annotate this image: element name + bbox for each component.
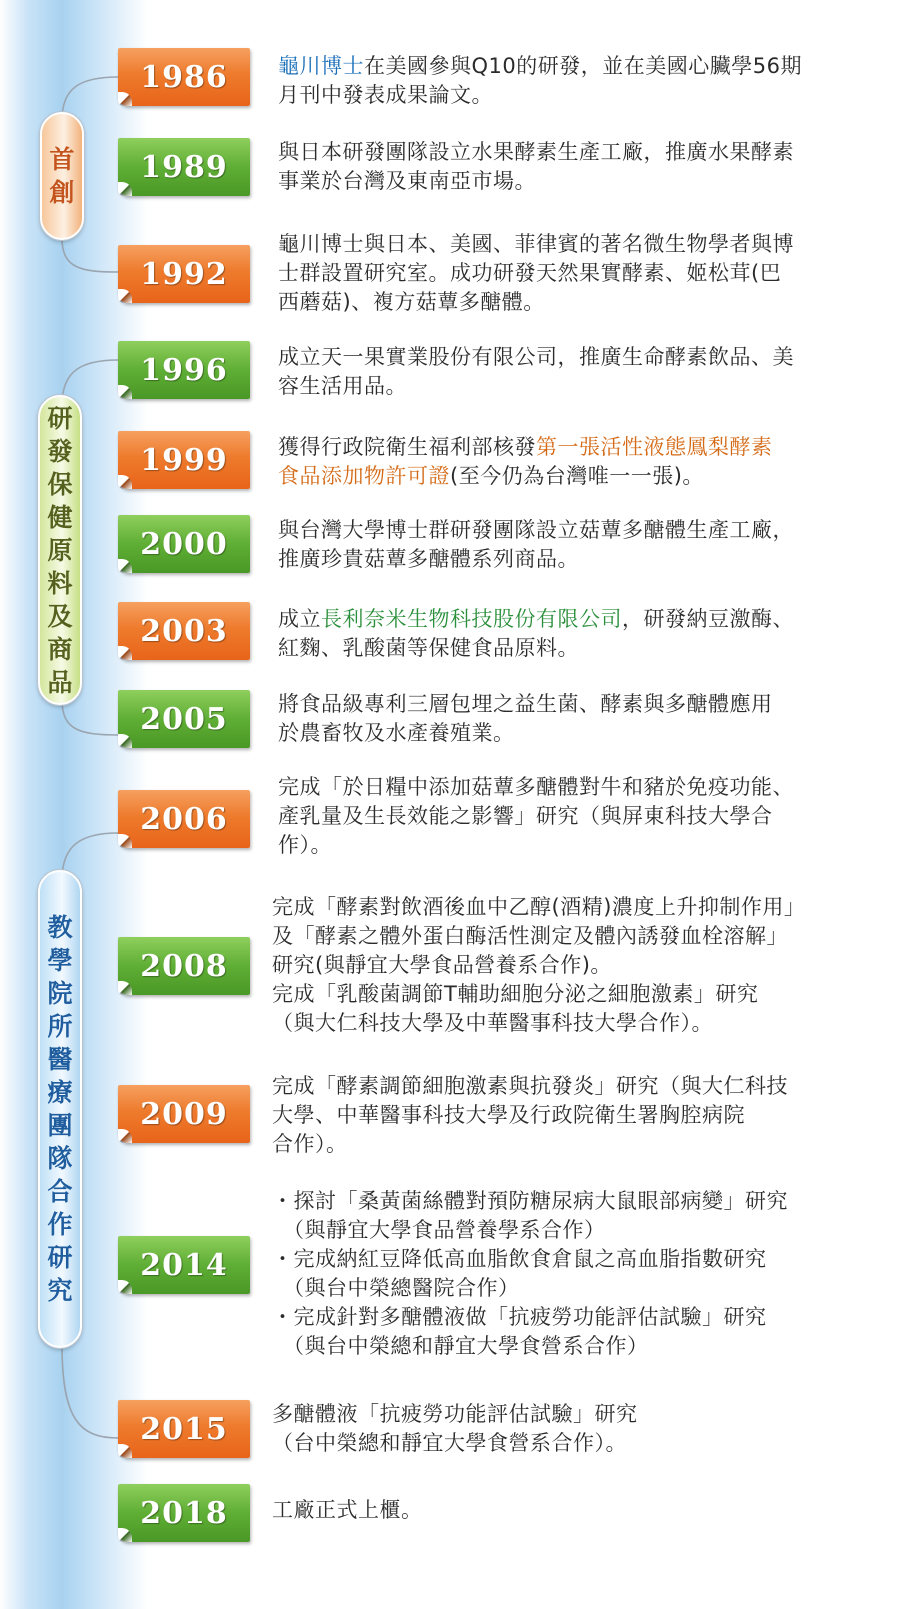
category-char: 發 [47, 436, 73, 466]
event-text: （與靜宜大學食品營養學系合作） [272, 1218, 606, 1242]
event-line [278, 831, 794, 860]
event-text: （台中榮總和靜宜大學食營系合作）。 [272, 1431, 627, 1455]
event-line [278, 372, 794, 401]
event-text: 工廠正式上櫃。 [272, 1498, 423, 1522]
year-label: 2000 [140, 526, 228, 562]
event-line [272, 1101, 788, 1130]
category-char: 教 [47, 913, 73, 942]
year-badge-2003 [118, 602, 250, 660]
event-description-1999 [278, 433, 773, 491]
event-text: 合作）。 [272, 1132, 348, 1156]
event-description-2008 [272, 893, 805, 1038]
year-label: 1992 [140, 256, 228, 292]
event-line [278, 605, 794, 634]
event-line [278, 634, 794, 663]
year-badge-1999 [118, 431, 250, 489]
event-description-2018 [272, 1496, 423, 1525]
event-line [278, 288, 794, 317]
event-line [278, 138, 794, 167]
year-label: 2014 [140, 1247, 228, 1283]
event-description-1986 [278, 52, 802, 110]
category-char: 合 [47, 1177, 73, 1206]
event-text: ・完成納紅豆降低高血脂飲食倉鼠之高血脂指數研究 [272, 1247, 767, 1271]
event-text: 完成「酵素調節細胞激素與抗發炎」研究（與大仁科技 [272, 1074, 788, 1098]
event-line [278, 773, 794, 802]
year-label: 2006 [140, 801, 228, 837]
category-char: 作 [47, 1210, 73, 1239]
event-line [272, 1216, 788, 1245]
event-text: 與台灣大學博士群研發團隊設立菇蕈多醣體生產工廠， [278, 518, 794, 542]
year-label: 1996 [140, 352, 228, 388]
event-text: 在美國參與Q10的研發，並在美國心臟學56期 [364, 54, 802, 78]
category-pill-3 [38, 870, 82, 1348]
year-label: 1986 [140, 59, 228, 95]
event-description-2009 [272, 1072, 788, 1159]
year-badge-2015 [118, 1400, 250, 1458]
event-line [278, 433, 773, 462]
highlighted-text: 第一張活性液態鳳梨酵素 [536, 435, 773, 459]
category-char: 保 [47, 469, 73, 499]
year-badge-2018 [118, 1484, 250, 1542]
year-badge-1992 [118, 245, 250, 303]
event-text: 產乳量及生長效能之影響」研究（與屏東科技大學合 [278, 804, 773, 828]
event-line [278, 259, 794, 288]
event-description-2003 [278, 605, 794, 663]
category-char: 療 [47, 1078, 73, 1107]
year-badge-2014 [118, 1236, 250, 1294]
category-char: 研 [47, 1243, 73, 1272]
event-description-2014 [272, 1187, 788, 1361]
event-text: （與台中榮總醫院合作） [272, 1276, 520, 1300]
event-text: （與大仁科技大學及中華醫事科技大學合作）。 [272, 1011, 713, 1035]
event-text: 事業於台灣及東南亞市場。 [278, 169, 536, 193]
year-badge-2009 [118, 1085, 250, 1143]
category-char: 學 [47, 946, 73, 975]
event-text: 推廣珍貴菇蕈多醣體系列商品。 [278, 547, 579, 571]
event-line [278, 719, 773, 748]
event-text: 獲得行政院衛生福利部核發 [278, 435, 536, 459]
category-char: 原 [47, 535, 73, 565]
event-description-1989 [278, 138, 794, 196]
event-line [272, 1332, 788, 1361]
event-text: 紅麴、乳酸菌等保健食品原料。 [278, 636, 579, 660]
category-char: 所 [47, 1012, 73, 1041]
event-text: 西蘑菇)、複方菇蕈多醣體。 [278, 290, 545, 314]
event-text: 容生活用品。 [278, 374, 407, 398]
year-label: 2009 [140, 1096, 228, 1132]
year-label: 1989 [140, 149, 228, 185]
event-description-1996 [278, 343, 794, 401]
event-text: 與日本研發團隊設立水果酵素生產工廠，推廣水果酵素 [278, 140, 794, 164]
category-char: 隊 [47, 1144, 73, 1173]
event-line [278, 167, 794, 196]
event-text: 大學、中華醫事科技大學及行政院衛生署胸腔病院 [272, 1103, 745, 1127]
event-line [272, 893, 805, 922]
event-description-1992 [278, 230, 794, 317]
event-text: ，研發納豆激酶、 [622, 607, 794, 631]
year-badge-2005 [118, 690, 250, 748]
event-line [272, 1496, 423, 1525]
category-pill-1 [40, 112, 84, 240]
event-text: 成立 [278, 607, 321, 631]
year-badge-2006 [118, 790, 250, 848]
year-badge-2008 [118, 937, 250, 995]
event-text: 士群設置研究室。成功研發天然果實酵素、姬松茸(巴 [278, 261, 782, 285]
category-char: 健 [47, 502, 73, 532]
event-text: 完成「乳酸菌調節T輔助細胞分泌之細胞激素」研究 [272, 982, 759, 1006]
year-badge-1989 [118, 138, 250, 196]
category-char: 院 [47, 979, 73, 1008]
event-line [278, 802, 794, 831]
year-label: 2008 [140, 948, 228, 984]
event-line [272, 1429, 638, 1458]
event-line [278, 230, 794, 259]
event-text: 龜川博士與日本、美國、菲律賓的著名微生物學者與博 [278, 232, 794, 256]
year-label: 2005 [140, 701, 228, 737]
year-label: 2018 [140, 1495, 228, 1531]
event-text: 成立天一果實業股份有限公司，推廣生命酵素飲品、美 [278, 345, 794, 369]
highlighted-text: 食品添加物許可證 [278, 464, 450, 488]
event-line [278, 81, 802, 110]
event-line [278, 516, 794, 545]
year-label: 1999 [140, 442, 228, 478]
event-line [272, 1245, 788, 1274]
event-line [272, 1274, 788, 1303]
event-line [272, 922, 805, 951]
category-pill-2 [38, 395, 82, 705]
category-char: 商 [47, 634, 73, 664]
event-line [272, 1072, 788, 1101]
event-text: 作）。 [278, 833, 332, 857]
event-line [272, 1130, 788, 1159]
event-text: 及「酵素之體外蛋白酶活性測定及體內誘發血栓溶解」 [272, 924, 788, 948]
highlighted-text: 龜川博士 [278, 54, 364, 78]
event-text: 完成「於日糧中添加菇蕈多醣體對牛和豬於免疫功能、 [278, 775, 794, 799]
event-line [272, 1009, 805, 1038]
event-text: 於農畜牧及水產養殖業。 [278, 721, 515, 745]
year-label: 2003 [140, 613, 228, 649]
event-text: 月刊中發表成果論文。 [278, 83, 493, 107]
category-char: 品 [47, 667, 73, 697]
event-text: 將食品級專利三層包埋之益生菌、酵素與多醣體應用 [278, 692, 773, 716]
event-description-2015 [272, 1400, 638, 1458]
category-char: 研 [47, 403, 73, 433]
category-char: 醫 [47, 1045, 73, 1074]
category-char: 首 [49, 145, 75, 174]
event-line [278, 343, 794, 372]
event-line [272, 951, 805, 980]
event-line [278, 462, 773, 491]
event-line [272, 1400, 638, 1429]
event-line [278, 52, 802, 81]
event-line [278, 690, 773, 719]
category-char: 及 [47, 601, 73, 631]
event-line [272, 1303, 788, 1332]
event-line [272, 1187, 788, 1216]
event-text: (至今仍為台灣唯一一張)。 [450, 464, 704, 488]
event-text: ・探討「桑黃菌絲體對預防糖尿病大鼠眼部病變」研究 [272, 1189, 788, 1213]
year-label: 2015 [140, 1411, 228, 1447]
event-text: 研究(與靜宜大學食品營養系合作)。 [272, 953, 612, 977]
category-char: 究 [47, 1276, 73, 1305]
event-line [278, 545, 794, 574]
event-description-2005 [278, 690, 773, 748]
year-badge-1986 [118, 48, 250, 106]
event-description-2006 [278, 773, 794, 860]
event-text: 完成「酵素對飲酒後血中乙醇(酒精)濃度上升抑制作用」 [272, 895, 806, 919]
highlighted-text: 長利奈米生物科技股份有限公司 [321, 607, 622, 631]
category-char: 團 [47, 1111, 73, 1140]
event-text: ・完成針對多醣體液做「抗疲勞功能評估試驗」研究 [272, 1305, 767, 1329]
year-badge-1996 [118, 341, 250, 399]
event-text: 多醣體液「抗疲勞功能評估試驗」研究 [272, 1402, 638, 1426]
category-char: 料 [47, 568, 73, 598]
category-char: 創 [49, 178, 75, 207]
event-description-2000 [278, 516, 794, 574]
year-badge-2000 [118, 515, 250, 573]
event-text: （與台中榮總和靜宜大學食營系合作） [272, 1334, 649, 1358]
event-line [272, 980, 805, 1009]
